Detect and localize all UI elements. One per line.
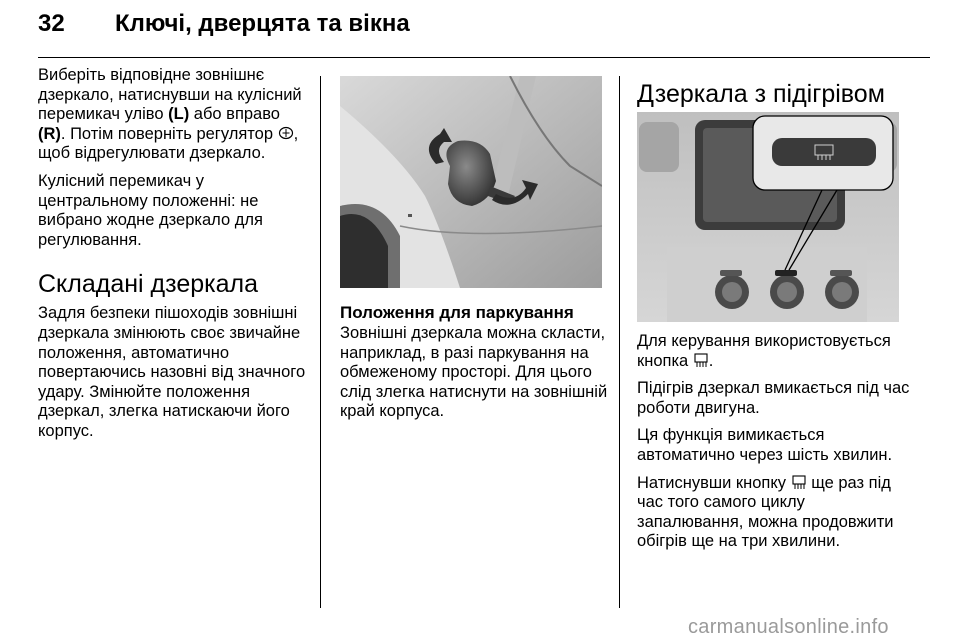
folding-mirrors-heading: Складані дзеркала: [38, 270, 259, 299]
page-header: [38, 10, 930, 54]
heated-button-paragraph: Для керування використовується кнопка .: [637, 332, 891, 370]
parking-position-paragraph: Зовнішні дзеркала можна скласти, наприклад, в разі паркування на обмеженому просторі. Для цього слід злегка натиснути на зовнішній край корпуса.: [340, 324, 608, 421]
mirror-select-paragraph: Виберіть відповідне зовнішнє дзеркало, натиснувши на кулісний перемикач уліво (L) або вправо (R). Потім поверніть регулятор , щоб відрегулювати дзеркало.: [38, 66, 302, 163]
heated-mirror-icon: [791, 474, 807, 490]
folding-mirror-illustration: [340, 76, 602, 288]
parking-position-heading: Положення для паркування: [340, 303, 574, 322]
auto-off-paragraph: Ця функція вимикається автоматично через шість хвилин.: [637, 426, 893, 464]
middle-column: [340, 302, 608, 430]
page-number: 32: [38, 10, 65, 37]
left-column: [38, 66, 310, 450]
mirror-adjust-icon: [278, 125, 294, 141]
heated-mirror-button-illustration: [637, 112, 899, 322]
neutral-position-paragraph: Кулісний перемикач у центральному положенні: не вибрано жодне дзеркало для регулювання.: [38, 171, 263, 249]
column-divider: [619, 76, 620, 608]
right-column: [637, 332, 912, 560]
page-title: Ключі, дверцята та вікна: [115, 10, 410, 37]
heated-mirrors-heading: Дзеркала з підігрівом: [637, 80, 885, 108]
heated-mirror-icon: [693, 352, 709, 368]
watermark: carmanualsonline.info: [688, 616, 889, 638]
extend-heating-paragraph: Натиснувши кнопку ще раз під час того самого циклу запалювання, можна продовжити обігрів ще на три хвилини.: [637, 473, 894, 551]
engine-running-paragraph: Підігрів дзеркал вмикається під час роботи двигуна.: [637, 379, 910, 417]
folding-mirrors-paragraph: Задля безпеки пішоходів зовнішні дзеркала змінюють своє звичайне положення, автоматично повертаючись назовні від значного удару. Змінюйте положення дзеркал, злегка натискаючи його корпус.: [38, 304, 306, 440]
header-divider: [38, 57, 930, 58]
column-divider: [320, 76, 321, 608]
